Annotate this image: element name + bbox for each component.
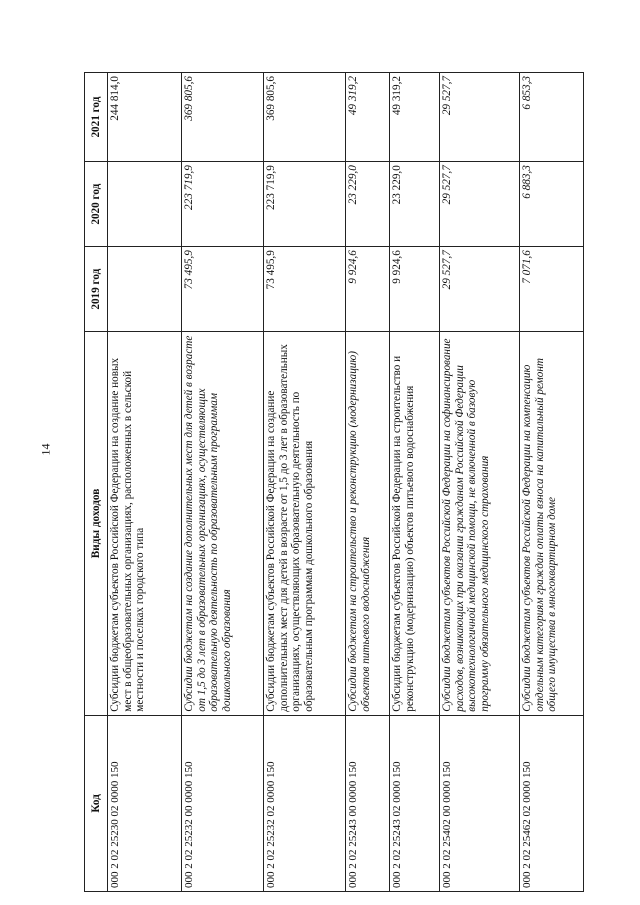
header-revenue-type: Виды доходов [85,332,108,716]
row-value-2021: 29 527,7 [440,73,520,162]
table-row [108,73,182,892]
row-code: 000 2 02 25243 00 0000 150 [346,715,390,891]
row-value-2020: 6 883,3 [520,162,584,247]
row-description: Субсидии бюджетам субъектов Российской Федерации на строительство и реконструкцию (модернизацию) объектов питьевого водоснабжения [390,332,440,716]
table-row [346,73,390,892]
revenue-table [84,72,584,892]
row-code: 000 2 02 25243 02 0000 150 [390,715,440,891]
table-row [520,73,584,892]
table-row [440,73,520,892]
row-description: Субсидии бюджетам субъектов Российской Федерации на компенсацию отдельным категориям граждан оплаты взноса на капитальный ремонт общего имущества в многоквартирном доме [520,332,584,716]
row-value-2019: 9 924,6 [346,247,390,332]
row-value-2020: 23 229,0 [390,162,440,247]
row-value-2020: 29 527,7 [440,162,520,247]
row-code: 000 2 02 25230 02 0000 150 [108,715,182,891]
row-value-2021: 244 814,0 [108,73,182,162]
row-value-2019: 29 527,7 [440,247,520,332]
row-code: 000 2 02 25402 00 0000 150 [440,715,520,891]
row-value-2019: 73 495,9 [264,247,346,332]
row-value-2021: 369 805,6 [264,73,346,162]
header-2019: 2019 год [85,247,108,332]
row-description: Субсидии бюджетам субъектов Российской Федерации на софинансирование расходов, возникающих при оказании гражданам Российской Федерации высокотехнологичной медицинской помощи, не включенной в базовую программу обязательного медицинского страхования [440,332,520,716]
row-code: 000 2 02 25462 02 0000 150 [520,715,584,891]
row-value-2021: 49 319,2 [346,73,390,162]
table-row [264,73,346,892]
header-2020: 2020 год [85,162,108,247]
row-value-2019: 73 495,9 [182,247,264,332]
row-value-2019: 9 924,6 [390,247,440,332]
row-value-2019 [108,247,182,332]
row-value-2019: 7 071,6 [520,247,584,332]
row-code: 000 2 02 25232 02 0000 150 [264,715,346,891]
page-number: 14 [38,443,53,456]
table-header-row [85,73,108,892]
row-value-2021: 49 319,2 [390,73,440,162]
row-value-2020: 223 719,9 [182,162,264,247]
row-value-2020: 223 719,9 [264,162,346,247]
table-row [390,73,440,892]
row-value-2021: 6 853,3 [520,73,584,162]
table-row [182,73,264,892]
row-code: 000 2 02 25232 00 0000 150 [182,715,264,891]
row-value-2020 [108,162,182,247]
row-description: Субсидии бюджетам на строительство и реконструкцию (модернизацию) объектов питьевого водоснабжения [346,332,390,716]
row-value-2021: 369 805,6 [182,73,264,162]
header-code: Код [85,715,108,891]
rotated-table-container [84,72,559,892]
row-description: Субсидии бюджетам субъектов Российской Федерации на создание дополнительных мест для детей в возрасте от 1,5 до 3 лет в образовательных организациях, осуществляющих образовательную деятельность по образовательным программам дошкольного образования [264,332,346,716]
table-body [108,73,584,892]
row-description: Субсидии бюджетам на создание дополнительных мест для детей в возрасте от 1,5 до 3 лет в образовательных организациях, осуществляющих образовательную деятельность по образовательным программам дошкольного образования [182,332,264,716]
row-description: Субсидии бюджетам субъектов Российской Федерации на создание новых мест в общеобразовательных организациях, расположенных в сельской местности и поселках городского типа [108,332,182,716]
row-value-2020: 23 229,0 [346,162,390,247]
header-2021: 2021 год [85,73,108,162]
